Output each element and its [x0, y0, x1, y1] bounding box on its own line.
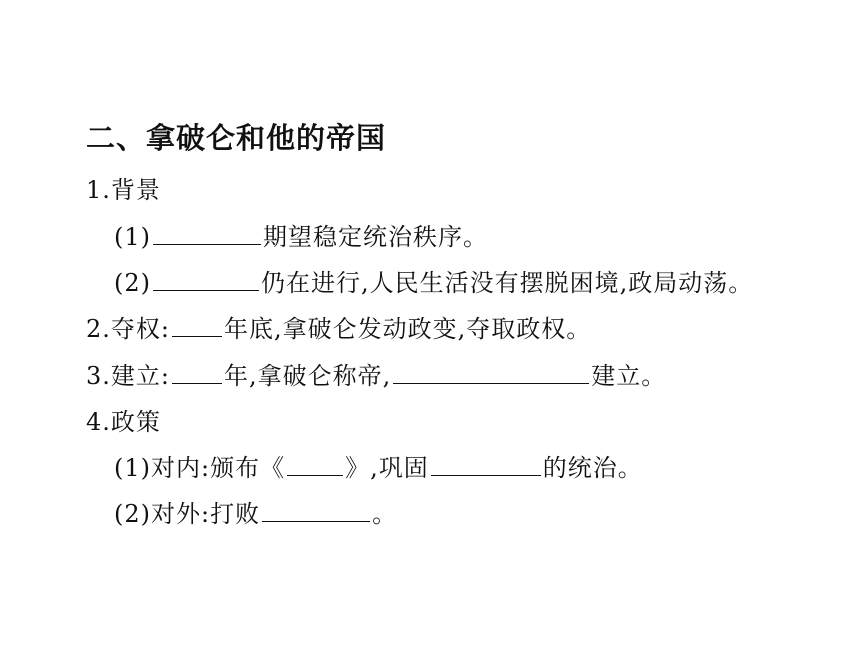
answer-blank[interactable]: [431, 453, 541, 476]
item-label: 3.建立:: [86, 362, 170, 390]
item-policy-title: 4.政策: [86, 408, 161, 436]
item-label: (1)对内:颁布《: [114, 454, 286, 482]
item-seize-power: [86, 313, 591, 345]
item-text: 。: [372, 500, 398, 528]
item-text: 建立。: [591, 362, 667, 390]
section-heading: 二、拿破仑和他的帝国: [86, 121, 387, 155]
item-policy-foreign: [114, 498, 397, 530]
item-label: (2): [114, 269, 151, 297]
item-establish: [86, 360, 666, 392]
item-text: 仍在进行,人民生活没有摆脱困境,政局动荡。: [261, 269, 754, 297]
answer-blank[interactable]: [153, 268, 259, 291]
item-label: 2.夺权:: [86, 315, 170, 343]
item-background-2: [114, 267, 753, 299]
item-background-1: [114, 221, 488, 253]
answer-blank[interactable]: [262, 499, 370, 522]
item-label: (1): [114, 223, 151, 251]
item-label: (2)对外:打败: [114, 500, 261, 528]
item-text: 的统治。: [542, 454, 643, 482]
item-text: 年底,拿破仑发动政变,夺取政权。: [223, 315, 592, 343]
answer-blank[interactable]: [393, 361, 589, 384]
answer-blank[interactable]: [172, 361, 222, 384]
item-policy-domestic: [114, 452, 643, 484]
answer-blank[interactable]: [153, 222, 261, 245]
item-background-title: 1.背景: [86, 176, 161, 204]
item-text: 年,拿破仑称帝,: [223, 362, 392, 390]
answer-blank[interactable]: [287, 453, 343, 476]
item-text: 》,巩固: [345, 454, 429, 482]
answer-blank[interactable]: [172, 314, 222, 337]
item-text: 期望稳定统治秩序。: [263, 223, 488, 251]
